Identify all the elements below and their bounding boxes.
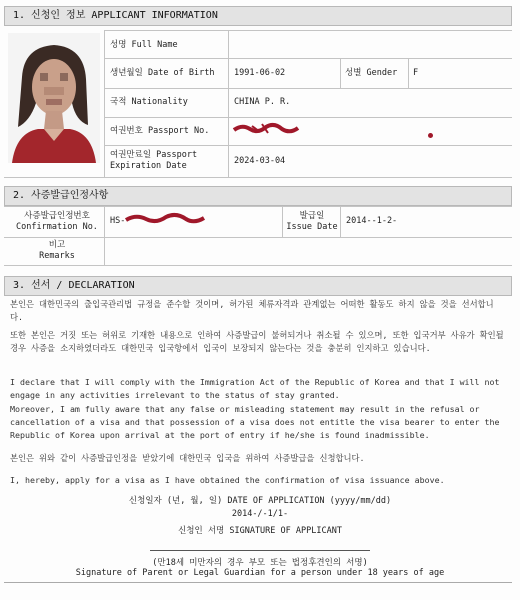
remarks-label-en: Remarks [39, 251, 75, 261]
guardian-note-en: Signature of Parent or Legal Guardian for a person under 18 years of age [75, 568, 445, 578]
signature-line [150, 550, 370, 551]
declaration-paragraph: 또한 본인은 거짓 또는 허위로 기재한 내용으로 인하여 사증발급이 불허되거나 취소될 수 있으며, 또한 입국거부 사유가 확인될 경우 사증을 소지하였더라도 대한민국 입국항에서 입국이 보장되지 않는다는 것을 충분히 인지하고 있습니다. [10, 330, 504, 353]
ink-dot [428, 133, 433, 138]
confirmation-number-label-en: Confirmation No. [16, 222, 98, 232]
gender-value: F [413, 68, 419, 78]
remarks-label: 비고 [48, 240, 66, 250]
section-declaration-header: 3. 선서 / DECLARATION [4, 276, 512, 296]
confirmation-number-prefix: HS- [110, 216, 126, 226]
section-confirmation-header: 2. 사증발급인정사항 [4, 186, 512, 206]
declaration-paragraph: I, hereby, apply for a visa as I have obtained the confirmation of visa issuance above. [10, 475, 445, 485]
declaration-paragraph: 본인은 대한민국의 출입국관리법 규정을 준수할 것이며, 허가된 체류자격과 관계없는 어떠한 활동도 하지 않을 것을 선서합니다. [10, 299, 494, 322]
dob-label: 생년월일 Date of Birth [110, 68, 215, 78]
nationality-label: 국적 Nationality [110, 97, 188, 107]
gender-label: 성별 Gender [345, 68, 398, 78]
expiry-value: 2024-03-04 [234, 156, 286, 166]
confirmation-number-label: 사증발급인정번호 [24, 211, 90, 221]
section-applicant-header: 1. 신청인 정보 APPLICANT INFORMATION [4, 6, 512, 26]
confirmation-number-redaction [124, 211, 206, 227]
issue-date-value: 2014--1-2- [346, 216, 398, 226]
nationality-value: CHINA P. R. [234, 97, 291, 107]
dob-value: 1991-06-02 [234, 68, 286, 78]
application-date-value: 2014-/-1/1- [231, 509, 289, 519]
expiry-label: 여권만료일 Passport [110, 150, 198, 160]
expiry-label-en: Expiration Date [110, 161, 187, 171]
declaration-paragraph: 본인은 위와 같이 사증발급인정을 받았기에 대한민국 입국을 위하여 사증발급을 신청합니다. [10, 453, 365, 463]
issue-date-label-en: Issue Date [286, 222, 338, 232]
full-name-label: 성명 Full Name [110, 40, 178, 50]
guardian-note: (만18세 미만자의 경우 부모 또는 법정후견인의 서명) [152, 558, 368, 568]
applicant-photo [8, 33, 100, 163]
signature-label: 신청인 서명 SIGNATURE OF APPLICANT [178, 526, 342, 536]
passport-label: 여권번호 Passport No. [110, 126, 210, 136]
passport-number-redaction [232, 120, 302, 138]
declaration-paragraph: I declare that I will comply with the Immigration Act of the Republic of Korea and that I will not engage in any activities irrelevant to the status of stay granted. [10, 377, 500, 400]
declaration-paragraph: Moreover, I am fully aware that any false or misleading statement may result in the refusal or cancellation of a visa and that possession of a visa does not entitle the visa bearer to enter the Republic of Korea upon arrival at the port of entry if he/she is found inadmissible. [10, 404, 500, 440]
application-date-label: 신청일자 (년, 월, 일) DATE OF APPLICATION (yyyy/mm/dd) [128, 496, 392, 506]
issue-date-label: 발급일 [299, 211, 325, 221]
